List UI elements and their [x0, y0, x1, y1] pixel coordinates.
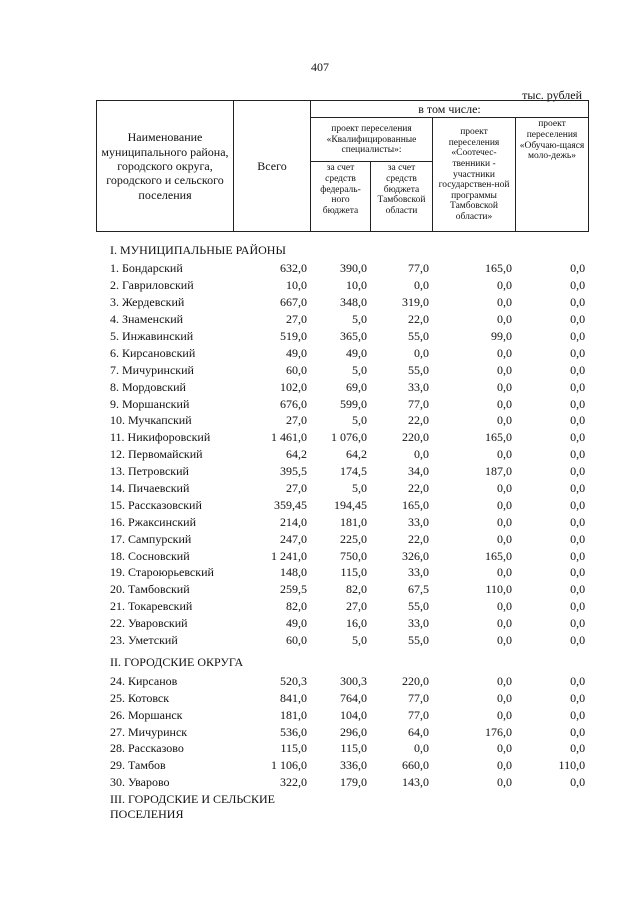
cell-total: 27,0 [286, 413, 307, 428]
cell-total: 519,0 [280, 329, 307, 343]
cell-name: 4. Знаменский [110, 312, 184, 327]
cell-federal: 390,0 [340, 261, 367, 276]
cell-compatriots: 0,0 [497, 565, 512, 580]
cell-name: 27. Мичуринск [110, 724, 188, 739]
cell-compatriots: 0,0 [497, 481, 512, 496]
cell-federal: 300,3 [340, 673, 367, 688]
cell-youth: 0,0 [570, 396, 586, 411]
cell-youth: 0,0 [570, 295, 586, 310]
cell-compatriots: 0,0 [497, 396, 512, 411]
cell-federal: 115,0 [340, 741, 367, 756]
section-title: I. МУНИЦИПАЛЬНЫЕ РАЙОНЫ [110, 243, 286, 257]
cell-total: 60,0 [286, 362, 307, 377]
table-row [96, 689, 588, 706]
cell-regional: 33,0 [408, 616, 429, 631]
cell-youth: 0,0 [570, 531, 586, 546]
table-row [96, 378, 588, 395]
table-row [96, 294, 588, 311]
cell-youth: 0,0 [570, 481, 586, 496]
cell-name: 3. Жердевский [110, 295, 185, 310]
section-title: II. ГОРОДСКИЕ ОКРУГА [110, 655, 244, 670]
table-row [96, 615, 588, 632]
cell-compatriots: 0,0 [497, 345, 512, 360]
cell-federal: 181,0 [340, 514, 367, 529]
cell-federal: 115,0 [340, 565, 367, 580]
cell-total: 1 241,0 [271, 548, 307, 563]
cell-name: 18. Сосновский [110, 548, 190, 563]
cell-compatriots: 0,0 [497, 599, 512, 614]
cell-name: 17. Сампурский [110, 531, 192, 546]
cell-regional: 143,0 [402, 775, 429, 790]
cell-compatriots: 0,0 [497, 633, 512, 648]
cell-total: 247,0 [280, 531, 307, 546]
table-row [96, 429, 588, 446]
table-row [96, 672, 588, 689]
page-number: 407 [311, 60, 329, 74]
header-including: в том числе: [311, 101, 589, 118]
cell-youth: 0,0 [570, 497, 586, 512]
cell-compatriots: 0,0 [497, 690, 512, 705]
cell-youth: 0,0 [570, 464, 586, 479]
cell-total: 10,0 [286, 278, 307, 293]
cell-compatriots: 0,0 [497, 497, 512, 512]
cell-youth: 0,0 [570, 278, 586, 293]
cell-total: 49,0 [286, 345, 307, 360]
cell-regional: 55,0 [408, 329, 429, 343]
cell-compatriots: 0,0 [497, 312, 512, 327]
cell-federal: 49,0 [346, 345, 367, 360]
header-proj1-regional: за счет средств бюджета Тамбовской области [371, 162, 433, 232]
cell-regional: 55,0 [408, 633, 429, 648]
table-row [96, 446, 588, 463]
cell-regional: 33,0 [408, 514, 429, 529]
cell-total: 60,0 [286, 633, 307, 648]
cell-name: 10. Мучкапский [110, 413, 192, 428]
cell-compatriots: 0,0 [497, 447, 512, 462]
cell-total: 1 461,0 [271, 430, 307, 445]
cell-compatriots: 176,0 [485, 724, 512, 739]
cell-youth: 0,0 [570, 633, 586, 648]
table-row [96, 774, 588, 791]
cell-regional: 77,0 [408, 261, 429, 276]
cell-compatriots: 0,0 [497, 379, 512, 394]
cell-regional: 22,0 [408, 481, 429, 496]
cell-regional: 22,0 [408, 312, 429, 327]
cell-youth: 110,0 [558, 758, 586, 773]
cell-name: 1. Бондарский [110, 261, 183, 276]
cell-name: 16. Ржаксинский [110, 514, 196, 529]
cell-federal: 336,0 [340, 758, 367, 773]
cell-youth: 0,0 [570, 673, 586, 688]
cell-compatriots: 0,0 [497, 775, 512, 790]
cell-total: 632,0 [280, 261, 307, 276]
cell-regional: 77,0 [408, 707, 429, 722]
section-title: III. ГОРОДСКИЕ И СЕЛЬСКИЕ ПОСЕЛЕНИЯ [110, 791, 275, 821]
cell-name: 11. Никифоровский [110, 430, 211, 445]
cell-federal: 365,0 [340, 329, 367, 343]
table-row [96, 740, 588, 757]
cell-compatriots: 0,0 [497, 514, 512, 529]
cell-total: 322,0 [280, 775, 307, 790]
section-heading-row [96, 791, 588, 824]
cell-federal: 750,0 [340, 548, 367, 563]
table-row [96, 463, 588, 480]
cell-youth: 0,0 [570, 362, 586, 377]
table-row [96, 260, 588, 277]
cell-compatriots: 0,0 [497, 413, 512, 428]
cell-regional: 0,0 [414, 278, 429, 293]
table-row [96, 395, 588, 412]
header-total: Всего [234, 101, 311, 232]
cell-compatriots: 110,0 [485, 582, 512, 597]
cell-federal: 764,0 [340, 690, 367, 705]
table-row [96, 361, 588, 378]
cell-regional: 22,0 [408, 531, 429, 546]
cell-name: 22. Уваровский [110, 616, 188, 631]
cell-youth: 0,0 [570, 690, 586, 705]
table-row [96, 757, 588, 774]
cell-name: 2. Гавриловский [110, 278, 194, 293]
cell-compatriots: 187,0 [485, 464, 512, 479]
cell-name: 20. Тамбовский [110, 582, 190, 597]
cell-name: 29. Тамбов [110, 758, 166, 773]
cell-youth: 0,0 [570, 312, 586, 327]
cell-youth: 0,0 [570, 345, 586, 360]
header-proj3: проект переселения «Обучаю-щаяся моло-дежь» [516, 118, 589, 232]
cell-youth: 0,0 [570, 599, 586, 614]
table-row [96, 547, 588, 564]
cell-regional: 0,0 [414, 447, 429, 462]
cell-federal: 16,0 [346, 616, 367, 631]
cell-regional: 165,0 [402, 497, 429, 512]
cell-federal: 179,0 [340, 775, 367, 790]
units-label: тыс. рублей [522, 88, 582, 102]
cell-compatriots: 165,0 [485, 430, 512, 445]
cell-total: 115,0 [280, 741, 307, 756]
cell-regional: 77,0 [408, 396, 429, 411]
cell-compatriots: 0,0 [497, 758, 512, 773]
cell-total: 1 106,0 [271, 758, 307, 773]
cell-youth: 0,0 [570, 447, 586, 462]
cell-regional: 33,0 [408, 379, 429, 394]
cell-compatriots: 0,0 [497, 673, 512, 688]
cell-federal: 10,0 [346, 278, 367, 293]
cell-youth: 0,0 [570, 379, 586, 394]
cell-regional: 34,0 [408, 464, 429, 479]
cell-name: 23. Уметский [110, 633, 178, 648]
cell-compatriots: 99,0 [491, 329, 512, 343]
cell-federal: 104,0 [340, 707, 367, 722]
cell-total: 27,0 [286, 481, 307, 496]
table-row [96, 277, 588, 294]
table-row [96, 513, 588, 530]
cell-compatriots: 0,0 [497, 362, 512, 377]
cell-compatriots: 0,0 [497, 278, 512, 293]
cell-youth: 0,0 [570, 707, 586, 722]
cell-federal: 225,0 [340, 531, 367, 546]
cell-youth: 0,0 [570, 775, 586, 790]
cell-name: 6. Кирсановский [110, 345, 196, 360]
cell-total: 259,5 [280, 582, 307, 597]
cell-regional: 22,0 [408, 413, 429, 428]
table-row [96, 530, 588, 547]
cell-total: 536,0 [280, 724, 307, 739]
cell-federal: 174,5 [340, 464, 367, 479]
cell-regional: 660,0 [402, 758, 429, 773]
table-row [96, 723, 588, 740]
table-row [96, 706, 588, 723]
cell-name: 24. Кирсанов [110, 673, 178, 688]
cell-total: 676,0 [280, 396, 307, 411]
cell-youth: 0,0 [570, 329, 586, 343]
table-row [96, 496, 588, 513]
cell-regional: 0,0 [414, 345, 429, 360]
cell-total: 27,0 [286, 312, 307, 327]
cell-name: 15. Рассказовский [110, 497, 202, 512]
cell-federal: 27,0 [346, 599, 367, 614]
cell-name: 26. Моршанск [110, 707, 183, 722]
cell-federal: 1 076,0 [331, 430, 367, 445]
cell-youth: 0,0 [570, 741, 586, 756]
cell-federal: 599,0 [340, 396, 367, 411]
cell-name: 25. Котовск [110, 690, 170, 705]
header-proj1-federal: за счет средств федераль-ного бюджета [311, 162, 371, 232]
table-row [96, 412, 588, 429]
cell-total: 148,0 [280, 565, 307, 580]
cell-total: 181,0 [280, 707, 307, 722]
cell-name: 21. Токаревский [110, 599, 193, 614]
cell-youth: 0,0 [570, 514, 586, 529]
cell-total: 214,0 [280, 514, 307, 529]
cell-youth: 0,0 [570, 565, 586, 580]
cell-name: 14. Пичаевский [110, 481, 190, 496]
table-row [96, 581, 588, 598]
cell-name: 7. Мичуринский [110, 362, 194, 377]
cell-compatriots: 0,0 [497, 616, 512, 631]
cell-youth: 0,0 [570, 724, 586, 739]
cell-total: 359,45 [274, 497, 307, 512]
cell-compatriots: 0,0 [497, 741, 512, 756]
cell-regional: 64,0 [408, 724, 429, 739]
cell-youth: 0,0 [570, 616, 586, 631]
cell-total: 64,2 [286, 447, 307, 462]
data-table [96, 236, 588, 824]
cell-total: 49,0 [286, 616, 307, 631]
cell-total: 395,5 [280, 464, 307, 479]
cell-name: 12. Первомайский [110, 447, 203, 462]
cell-regional: 77,0 [408, 690, 429, 705]
table-row [96, 480, 588, 497]
cell-compatriots: 0,0 [497, 531, 512, 546]
section-heading-row [96, 236, 588, 260]
cell-name: 19. Староюрьевский [110, 565, 214, 580]
cell-regional: 319,0 [402, 295, 429, 310]
cell-federal: 296,0 [340, 724, 367, 739]
cell-name: 13. Петровский [110, 464, 189, 479]
cell-youth: 0,0 [570, 413, 586, 428]
table-header [96, 100, 589, 232]
cell-youth: 0,0 [570, 261, 586, 276]
cell-federal: 348,0 [340, 295, 367, 310]
cell-total: 667,0 [280, 295, 307, 310]
cell-name: 28. Рассказово [110, 741, 184, 756]
cell-federal: 194,45 [334, 497, 367, 512]
cell-regional: 326,0 [402, 548, 429, 563]
cell-regional: 33,0 [408, 565, 429, 580]
cell-compatriots: 0,0 [497, 295, 512, 310]
cell-federal: 5,0 [352, 312, 367, 327]
cell-regional: 67,5 [408, 582, 429, 597]
cell-total: 841,0 [280, 690, 307, 705]
cell-federal: 5,0 [352, 362, 367, 377]
cell-regional: 55,0 [408, 599, 429, 614]
cell-federal: 5,0 [352, 481, 367, 496]
cell-federal: 5,0 [352, 413, 367, 428]
cell-name: 30. Уварово [110, 775, 170, 790]
table-row [96, 328, 588, 345]
cell-federal: 69,0 [346, 379, 367, 394]
cell-total: 102,0 [280, 379, 307, 394]
section-heading-row [96, 648, 588, 672]
cell-regional: 220,0 [402, 673, 429, 688]
cell-youth: 0,0 [570, 548, 586, 563]
table-row [96, 311, 588, 328]
cell-name: 9. Моршанский [110, 396, 190, 411]
header-name: Наименование муниципального района, городского округа, городского и сельского поселения [97, 101, 234, 232]
cell-total: 82,0 [286, 599, 307, 614]
cell-name: 8. Мордовский [110, 379, 186, 394]
cell-compatriots: 0,0 [497, 707, 512, 722]
table-row [96, 564, 588, 581]
header-proj2: проект переселения «Соотечес-твенники - участники государствен-ной программы Тамбовской области» [433, 118, 516, 232]
table-row [96, 344, 588, 361]
cell-regional: 220,0 [402, 430, 429, 445]
cell-federal: 64,2 [346, 447, 367, 462]
cell-name: 5. Инжавинский [110, 329, 194, 343]
cell-regional: 55,0 [408, 362, 429, 377]
cell-federal: 5,0 [352, 633, 367, 648]
cell-federal: 82,0 [346, 582, 367, 597]
cell-regional: 0,0 [414, 741, 429, 756]
table-row [96, 632, 588, 649]
cell-total: 520,3 [280, 673, 307, 688]
table-row [96, 598, 588, 615]
cell-youth: 0,0 [570, 430, 586, 445]
cell-compatriots: 165,0 [485, 548, 512, 563]
cell-compatriots: 165,0 [485, 261, 512, 276]
header-proj1: проект переселения «Квалифицированные специалисты»: [311, 118, 433, 162]
cell-youth: 0,0 [570, 582, 586, 597]
